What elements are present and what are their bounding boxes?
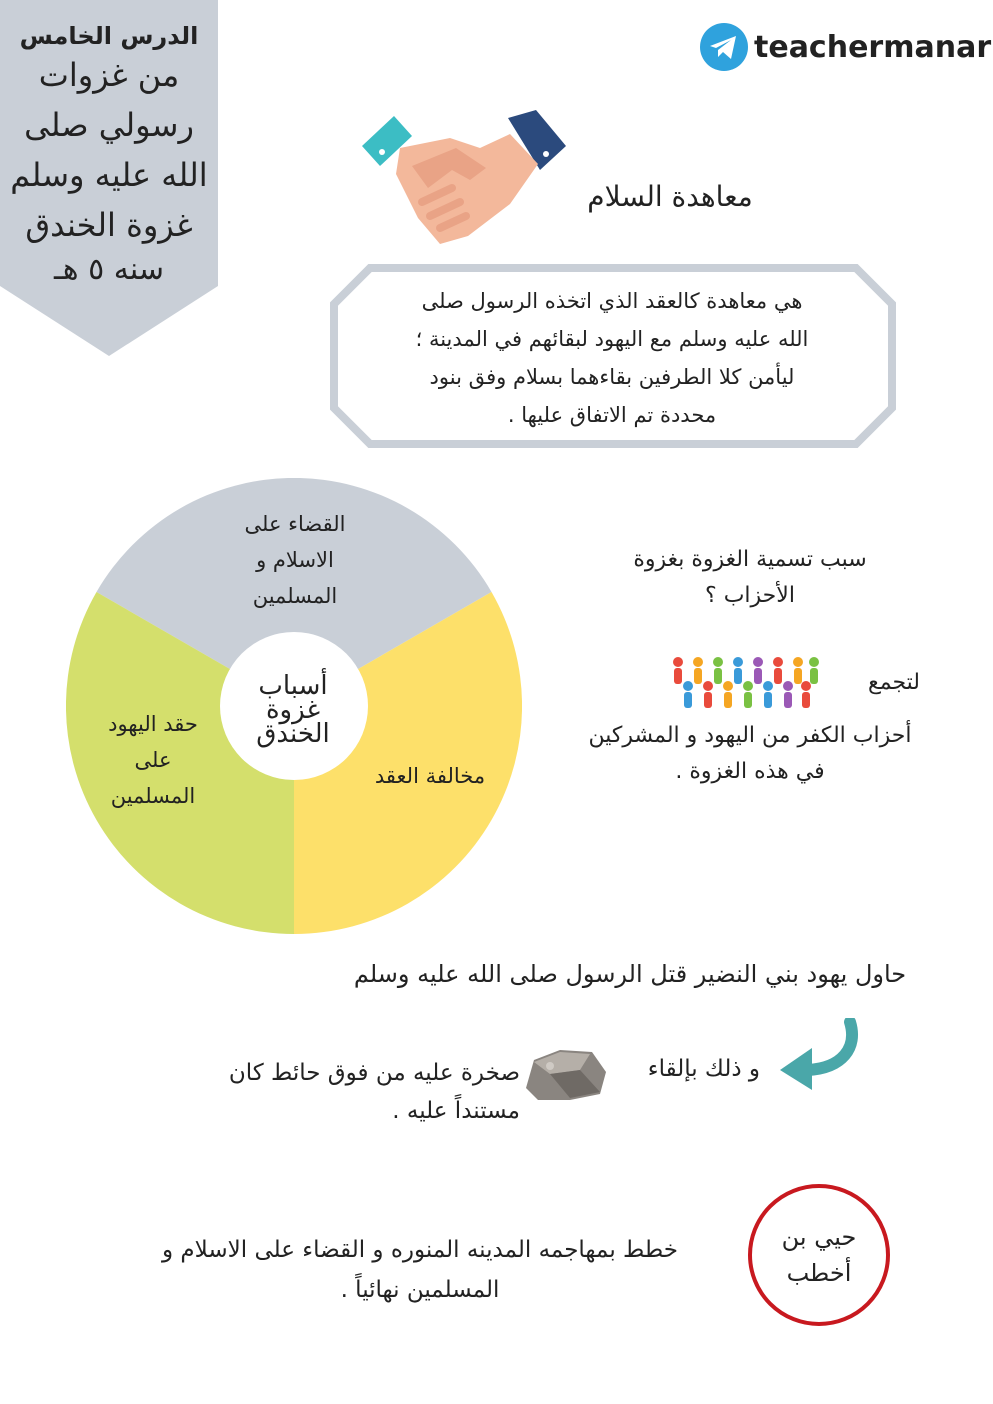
treaty-line: محددة تم الاتفاق عليها . — [507, 403, 717, 427]
lesson-year: سنه ٥ هـ — [53, 252, 165, 287]
wheel-center-label — [226, 671, 360, 749]
cause-destroy-islam — [200, 506, 390, 614]
attempt-detail-word: و ذلك بإلقاء — [647, 1056, 760, 1082]
people-group-icon — [666, 654, 822, 712]
cause-jewish-hatred — [78, 706, 228, 814]
cause-breaking-treaty: مخالفة العقد — [374, 764, 486, 788]
lesson-title-line: رسولي صلى — [24, 106, 194, 144]
attempt-detail — [150, 1054, 520, 1130]
cause-line: حقد اليهود — [108, 712, 198, 736]
cause-line: المسلمين — [110, 784, 196, 808]
attempt-title: حاول يهود بني النضير قتل الرسول صلى الله عليه وسلم — [353, 960, 907, 988]
lesson-title-line: الله عليه وسلم — [10, 156, 208, 194]
lesson-title-line: غزوة الخندق — [25, 206, 193, 244]
brand[interactable] — [700, 22, 991, 72]
attempt-detail-line: صخرة عليه من فوق حائط كان — [228, 1060, 520, 1086]
telegram-icon — [700, 23, 748, 71]
naming-answer-line: في هذه الغزوة . — [675, 759, 825, 784]
brand-name: teachermanar — [754, 29, 992, 65]
huyay-name-line: حيي بن — [781, 1223, 857, 1251]
huyay-circle — [748, 1184, 890, 1326]
naming-answer-word: لتجمع — [868, 670, 920, 695]
treaty-title: معاهدة السلام — [587, 180, 753, 213]
handshake-icon — [360, 108, 570, 248]
huyay-plan — [100, 1230, 740, 1310]
naming-question — [580, 542, 920, 614]
huyay-plan-line: خطط بمهاجمه المدينه المنوره و القضاء على الاسلام و — [162, 1237, 678, 1263]
rock-icon — [520, 1044, 610, 1104]
treaty-line: هي معاهدة كالعقد الذي اتخذه الرسول صلى — [421, 289, 803, 313]
naming-question-line: الأحزاب ؟ — [705, 583, 795, 608]
naming-question-line: سبب تسمية الغزوة بغزوة — [633, 547, 867, 572]
huyay-plan-line: المسلمين نهائياً . — [340, 1277, 500, 1303]
center-line: غزوة — [265, 695, 321, 725]
cause-line: المسلمين — [252, 584, 338, 608]
naming-answer-line: أحزاب الكفر من اليهود و المشركين — [588, 723, 912, 748]
center-line: الخندق — [256, 719, 330, 749]
attempt-detail-line: مستنداً عليه . — [392, 1098, 520, 1124]
treaty-definition — [360, 282, 864, 434]
treaty-line: ليأمن كلا الطرفين بقاءهما بسلام وفق بنود — [429, 365, 795, 389]
lesson-banner-text — [0, 22, 218, 287]
cause-line: على — [134, 748, 172, 772]
cause-line: الاسلام و — [256, 548, 334, 572]
curved-arrow-icon — [776, 1018, 866, 1092]
naming-answer — [540, 718, 960, 790]
huyay-name-line: أخطب — [786, 1259, 852, 1287]
lesson-title — [0, 50, 218, 250]
lesson-title-line: من غزوات — [38, 56, 180, 94]
treaty-line: الله عليه وسلم مع اليهود لبقائهم في المدينة ؛ — [415, 327, 809, 351]
lesson-label: الدرس الخامس — [19, 22, 199, 50]
huyay-name — [764, 1219, 874, 1291]
cause-line: القضاء على — [244, 512, 346, 536]
center-line: أسباب — [258, 671, 328, 701]
